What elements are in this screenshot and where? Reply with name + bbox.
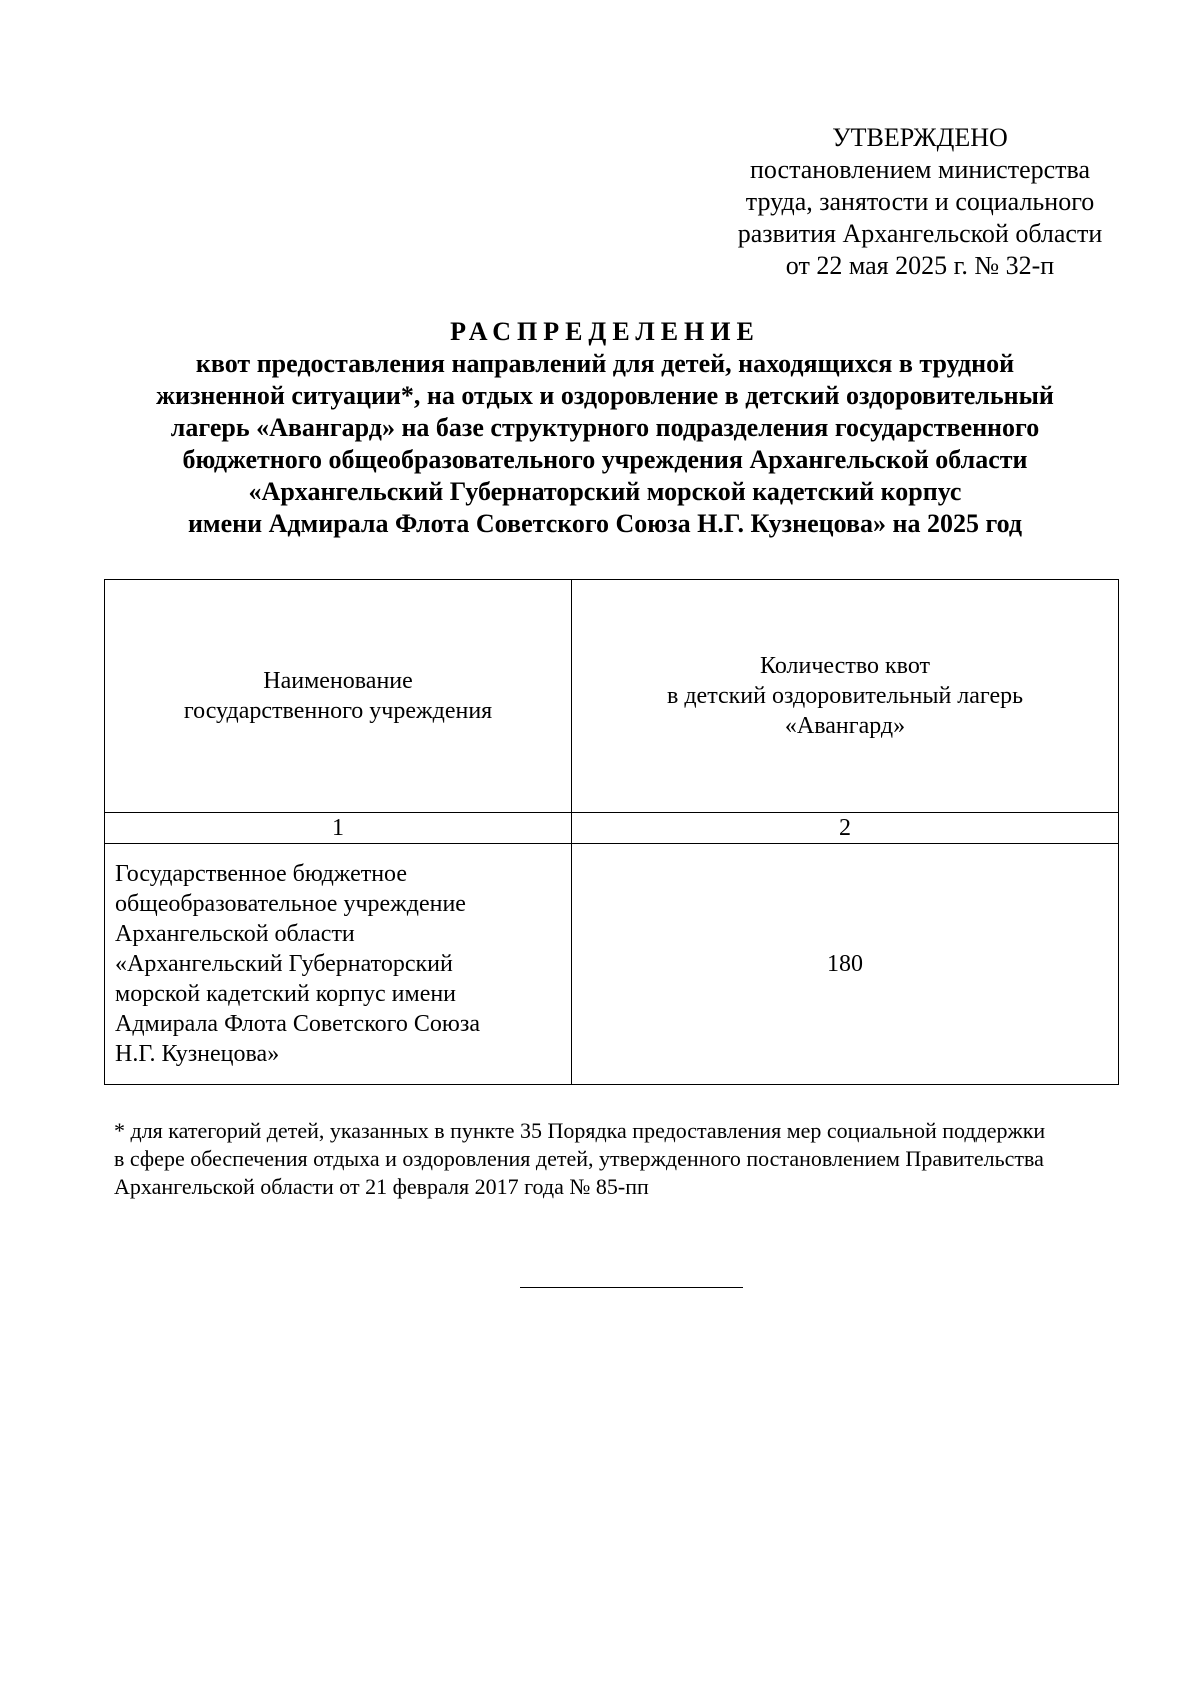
institution-name-line: Архангельской области (115, 921, 355, 947)
header-institution-cell (105, 580, 572, 813)
footnote (114, 1117, 1124, 1201)
footnote-line: в сфере обеспечения отдыха и оздоровления детей, утвержденного постановлением Правительства (114, 1146, 1044, 1171)
institution-name-line: Адмирала Флота Советского Союза (115, 1011, 480, 1037)
approval-line: труда, занятости и социального (745, 187, 1095, 216)
title-line: жизненной ситуации*, на отдых и оздоровление в детский оздоровительный (156, 381, 1054, 410)
document-title (100, 316, 1110, 540)
title-line: «Архангельский Губернаторский морской кадетский корпус (248, 477, 962, 506)
footnote-line: Архангельской области от 21 февраля 2017 года № 85-пп (114, 1174, 649, 1199)
quota-value-cell: 180 (572, 844, 1119, 1085)
title-line: квот предоставления направлений для детей, находящихся в трудной (195, 349, 1015, 378)
column-number-row (105, 813, 1119, 844)
title-line: имени Адмирала Флота Советского Союза Н.Г. Кузнецова» на 2025 год (187, 509, 1023, 538)
approval-block (710, 122, 1130, 282)
institution-name-line: «Архангельский Губернаторский (115, 951, 453, 977)
footnote-line: * для категорий детей, указанных в пункте 35 Порядка предоставления мер социальной поддержки (114, 1118, 1046, 1143)
institution-name-cell (105, 844, 572, 1085)
table-header-row (105, 580, 1119, 813)
column-number-1: 1 (105, 813, 572, 844)
title-main: РАСПРЕДЕЛЕНИЕ (450, 317, 760, 346)
end-divider (520, 1287, 743, 1288)
header-text: «Авангард» (784, 713, 906, 739)
approval-line: постановлением министерства (749, 155, 1091, 184)
header-text: Наименование (263, 668, 413, 694)
title-line: бюджетного общеобразовательного учреждения Архангельской области (182, 445, 1028, 474)
approval-line: развития Архангельской области (737, 219, 1103, 248)
header-text: в детский оздоровительный лагерь (667, 683, 1024, 709)
approval-line: УТВЕРЖДЕНО (832, 123, 1008, 152)
column-number-2: 2 (572, 813, 1119, 844)
title-line: лагерь «Авангард» на базе структурного подразделения государственного (170, 413, 1040, 442)
institution-name-line: Н.Г. Кузнецова» (115, 1041, 280, 1067)
institution-name-line: Государственное бюджетное (115, 861, 407, 887)
quota-table (104, 579, 1119, 1085)
table-row (105, 844, 1119, 1085)
header-quota-cell (572, 580, 1119, 813)
approval-line: от 22 мая 2025 г. № 32-п (785, 251, 1055, 280)
institution-name-line: общеобразовательное учреждение (115, 891, 466, 917)
institution-name-line: морской кадетский корпус имени (115, 981, 457, 1007)
header-text: Количество квот (760, 653, 930, 679)
header-text: государственного учреждения (183, 698, 493, 724)
